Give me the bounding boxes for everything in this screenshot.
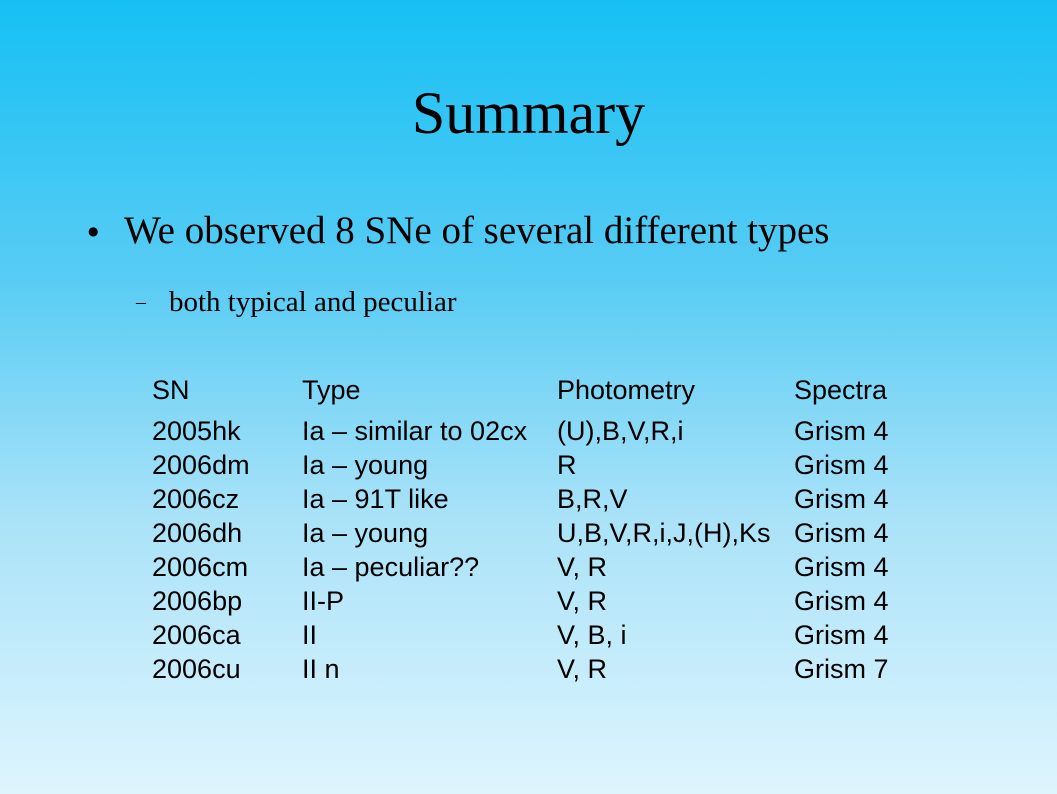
cell-spectra: Grism 4 [794, 620, 889, 650]
table-header-row [152, 371, 914, 410]
cell-photometry: V, R [557, 586, 608, 616]
cell-sn: 2006bp [152, 586, 243, 616]
cell-type: Ia – 91T like [302, 484, 449, 514]
cell-sn: 2006ca [152, 620, 241, 650]
column-header-type: Type [302, 375, 361, 405]
table-row [152, 448, 914, 482]
table-row [152, 516, 914, 550]
table-row [152, 550, 914, 584]
table-row [152, 584, 914, 618]
cell-type: Ia – peculiar?? [302, 552, 480, 582]
cell-sn: 2006dm [152, 450, 250, 480]
cell-spectra: Grism 4 [794, 586, 889, 616]
column-header-photometry: Photometry [557, 375, 696, 405]
cell-photometry: V, R [557, 654, 608, 684]
bullet-dot-icon: ● [88, 224, 99, 238]
cell-spectra: Grism 4 [794, 484, 889, 514]
cell-photometry: B,R,V [557, 484, 628, 514]
table-row [152, 618, 914, 652]
cell-sn: 2006cz [152, 484, 240, 514]
dash-icon: – [136, 291, 146, 313]
cell-sn: 2006cm [152, 552, 249, 582]
cell-type: Ia – young [302, 518, 429, 548]
table-row [152, 414, 914, 448]
cell-sn: 2006cu [152, 654, 241, 684]
cell-sn: 2006dh [152, 518, 243, 548]
cell-spectra: Grism 4 [794, 416, 889, 446]
bullet-item [88, 206, 830, 256]
cell-type: II [302, 620, 318, 650]
cell-spectra: Grism 4 [794, 518, 889, 548]
cell-spectra: Grism 4 [794, 450, 889, 480]
cell-photometry: R [557, 450, 577, 480]
cell-sn: 2005hk [152, 416, 241, 446]
column-header-sn: SN [152, 375, 190, 405]
cell-spectra: Grism 7 [794, 654, 889, 684]
cell-type: Ia – young [302, 450, 429, 480]
cell-type: II-P [302, 586, 345, 616]
cell-photometry: V, B, i [557, 620, 627, 650]
supernova-table [152, 371, 914, 686]
bullet-text: We observed 8 SNe of several different types [124, 209, 830, 252]
cell-spectra: Grism 4 [794, 552, 889, 582]
sub-bullet-text: both typical and peculiar [169, 286, 457, 318]
sub-bullet-item [136, 282, 456, 322]
column-header-spectra: Spectra [794, 375, 888, 405]
cell-photometry: (U),B,V,R,i [557, 416, 684, 446]
cell-type: II n [302, 654, 340, 684]
cell-photometry: V, R [557, 552, 608, 582]
table-row [152, 482, 914, 516]
slide-title: Summary [411, 80, 646, 146]
cell-photometry: U,B,V,R,i,J,(H),Ks [557, 518, 771, 548]
cell-type: Ia – similar to 02cx [302, 416, 528, 446]
table-row [152, 652, 914, 686]
